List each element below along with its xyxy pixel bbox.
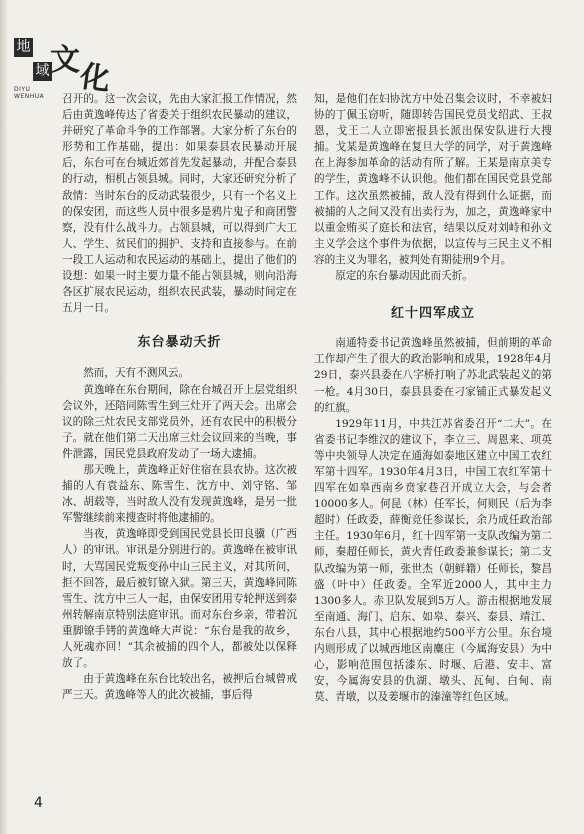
right-paragraph-2: 原定的东台暴动因此而夭折。 <box>335 270 473 283</box>
section-title-red-14th-army: 红十四军成立 <box>390 306 475 322</box>
right-paragraph-4: 1929年11月，中共江苏省委召开“二大”。在省委书记李维汉的建议下，李立三、周恩来、项英等中央领导人决定在通海如泰地区建立中国工农红军第十四军。1930年4月3日，中国工农红军第十四军在如皋西南乡贲家巷召开成立大会，与会者10000多人。何昆（林）任军长，何则民（后为李超时）任政委，薛衡竞任参谋长，余乃成任政治部主任。1930年6月，红十四军第一支队改编为第二师，秦超任师长，黄火青任政委兼参谋长；第二支队改编为第一师，张世杰（朝鲜籍）任师长，黎昌盛（叶中）任政委。全军近2000人，其中主力1300多人。赤卫队发展到5万人。游击根据地发展至南通、海门、启东、如皋、泰兴、泰县、靖江、东台八县，其中心根据地约500平方公里。东台境内则形成了以城西地区南麋庄（今属海安县）为中心，影响范围包括漆东、时堰、后港、安丰、富安，今属海安县的仇湖、墩头、瓦甸、白甸、南莫、青墩，以及姜堰市的溱潼等红色区域。 <box>314 417 552 704</box>
left-paragraph-5: 当夜，黄逸峰即受到国民党县长田良骥（广西人）的审讯。审讯是分别进行的。黄逸峰在被审讯时，大骂国民党叛变孙中山三民主义，对其所问，拒不回答，最后被钉镣入狱。第三天，黄逸峰同陈雪生、沈方中三人一起，由保安团用专轮押送到泰州转解南京特别法庭审讯。而对东台乡亲，带着沉重脚镣手铐的黄逸峰大声说：“东台是我的故乡，人死魂亦回！”其余被捕的四个人，都被处以保释放了。 <box>62 528 297 670</box>
left-paragraph-4: 那天晚上，黄逸峰正好住宿在县农协。这次被捕的人有袁益东、陈雪生、沈方中、刘守铭、邹冰、胡载等，当时敌人没有发现黄逸峰，是另一批军警继续前来搜查时将他逮捕的。 <box>62 463 297 525</box>
left-paragraph-1: 召开的。这一次会议，先由大家汇报工作情况，然后由黄逸峰传达了省委关于组织农民暴动的建议，并研究了革命斗争的工作部署。大家分析了东台的形势和工作基础，提出：如果泰县农民暴动开展后，东台可在台城近郊首先发起暴动，并配合泰县的行动，相机占领县城。同时，大家还研究分析了敌情：当时东台的反动武装很少，只有一个名义上的保安团，而这些人员中很多是鸦片鬼子和商团警察，没有什么战斗力。占领县城，可以得到广大工人、学生、贫民们的拥护、支持和直接参与。在前一段工人运动和农民运动的基础上，提出了他们的设想：如果一时主要力量不能占领县城，则向沿海各区扩展农民运动，组织农民武装，暴动时间定在五月一日。 <box>62 93 297 315</box>
right-paragraph-1: 知，是他们在妇协沈方中处召集会议时，不幸被妇协的丁佩玉窃听，随即转告国民党员戈绍武、王叔恩，戈王二人立即密报县长派出保安队进行大搜捕。戈某是黄逸峰在复旦大学的同学，对于黄逸峰在上海参加革命的活动有所了解。王某是南京美专的学生，黄逸峰不认识他。他们都在国民党县党部工作。这次虽然被捕，敌人没有得到什么证据，而被捕的人之间又没有出卖行为，加之，黄逸峰家中以重金贿买了庭长和法官，结果以反对刘峙和孙文主义学会这个事件为依据，以宣传与三民主义不相容的主义为罪名，被判处有期徒刑9个月。 <box>314 93 552 266</box>
header-pinyin-line2: WENHUA <box>14 93 45 100</box>
binding-shadow <box>0 0 8 834</box>
header-chip-yu: 域 <box>33 62 52 81</box>
left-paragraph-6: 由于黄逸峰在东台比较出名，被押后台城曾戒严三天。黄逸峰等人的此次被捕，事后得 <box>62 673 297 702</box>
header-big-hua: 化 <box>77 59 113 98</box>
header-pinyin-line1: DIYU <box>14 86 31 93</box>
left-paragraph-3: 黄逸峰在东台期间，除在台城召开上层党组织会议外，还陪同陈雪生到三灶开了两天会。出席会议的除三灶农民支部党员外，还有农民中的积极分子。就在他们第二天出席三灶会议回来的当晚，事件泄露，国民党县政府发动了一场大逮捕。 <box>62 383 297 460</box>
section-title-dongtai-uprising: 东台暴动夭折 <box>137 335 222 351</box>
header-pinyin <box>14 86 44 100</box>
left-paragraph-2: 然而，天有不测风云。 <box>83 367 190 380</box>
right-paragraph-3: 南通特委书记黄逸峰虽然被捕，但前期的革命工作却产生了很大的政治影响和成果，1928年4月29日，泰兴县委在八字桥打响了苏北武装起义的第一枪。4月30日，泰县县委在刁家铺正式暴发起义的红旗。 <box>314 337 552 414</box>
header-chip-di: 地 <box>14 38 33 57</box>
right-column <box>314 91 552 705</box>
left-column <box>62 91 297 703</box>
header-big-wen: 文 <box>50 43 80 78</box>
column-header-logo <box>8 30 113 100</box>
page-number: 4 <box>34 795 43 811</box>
